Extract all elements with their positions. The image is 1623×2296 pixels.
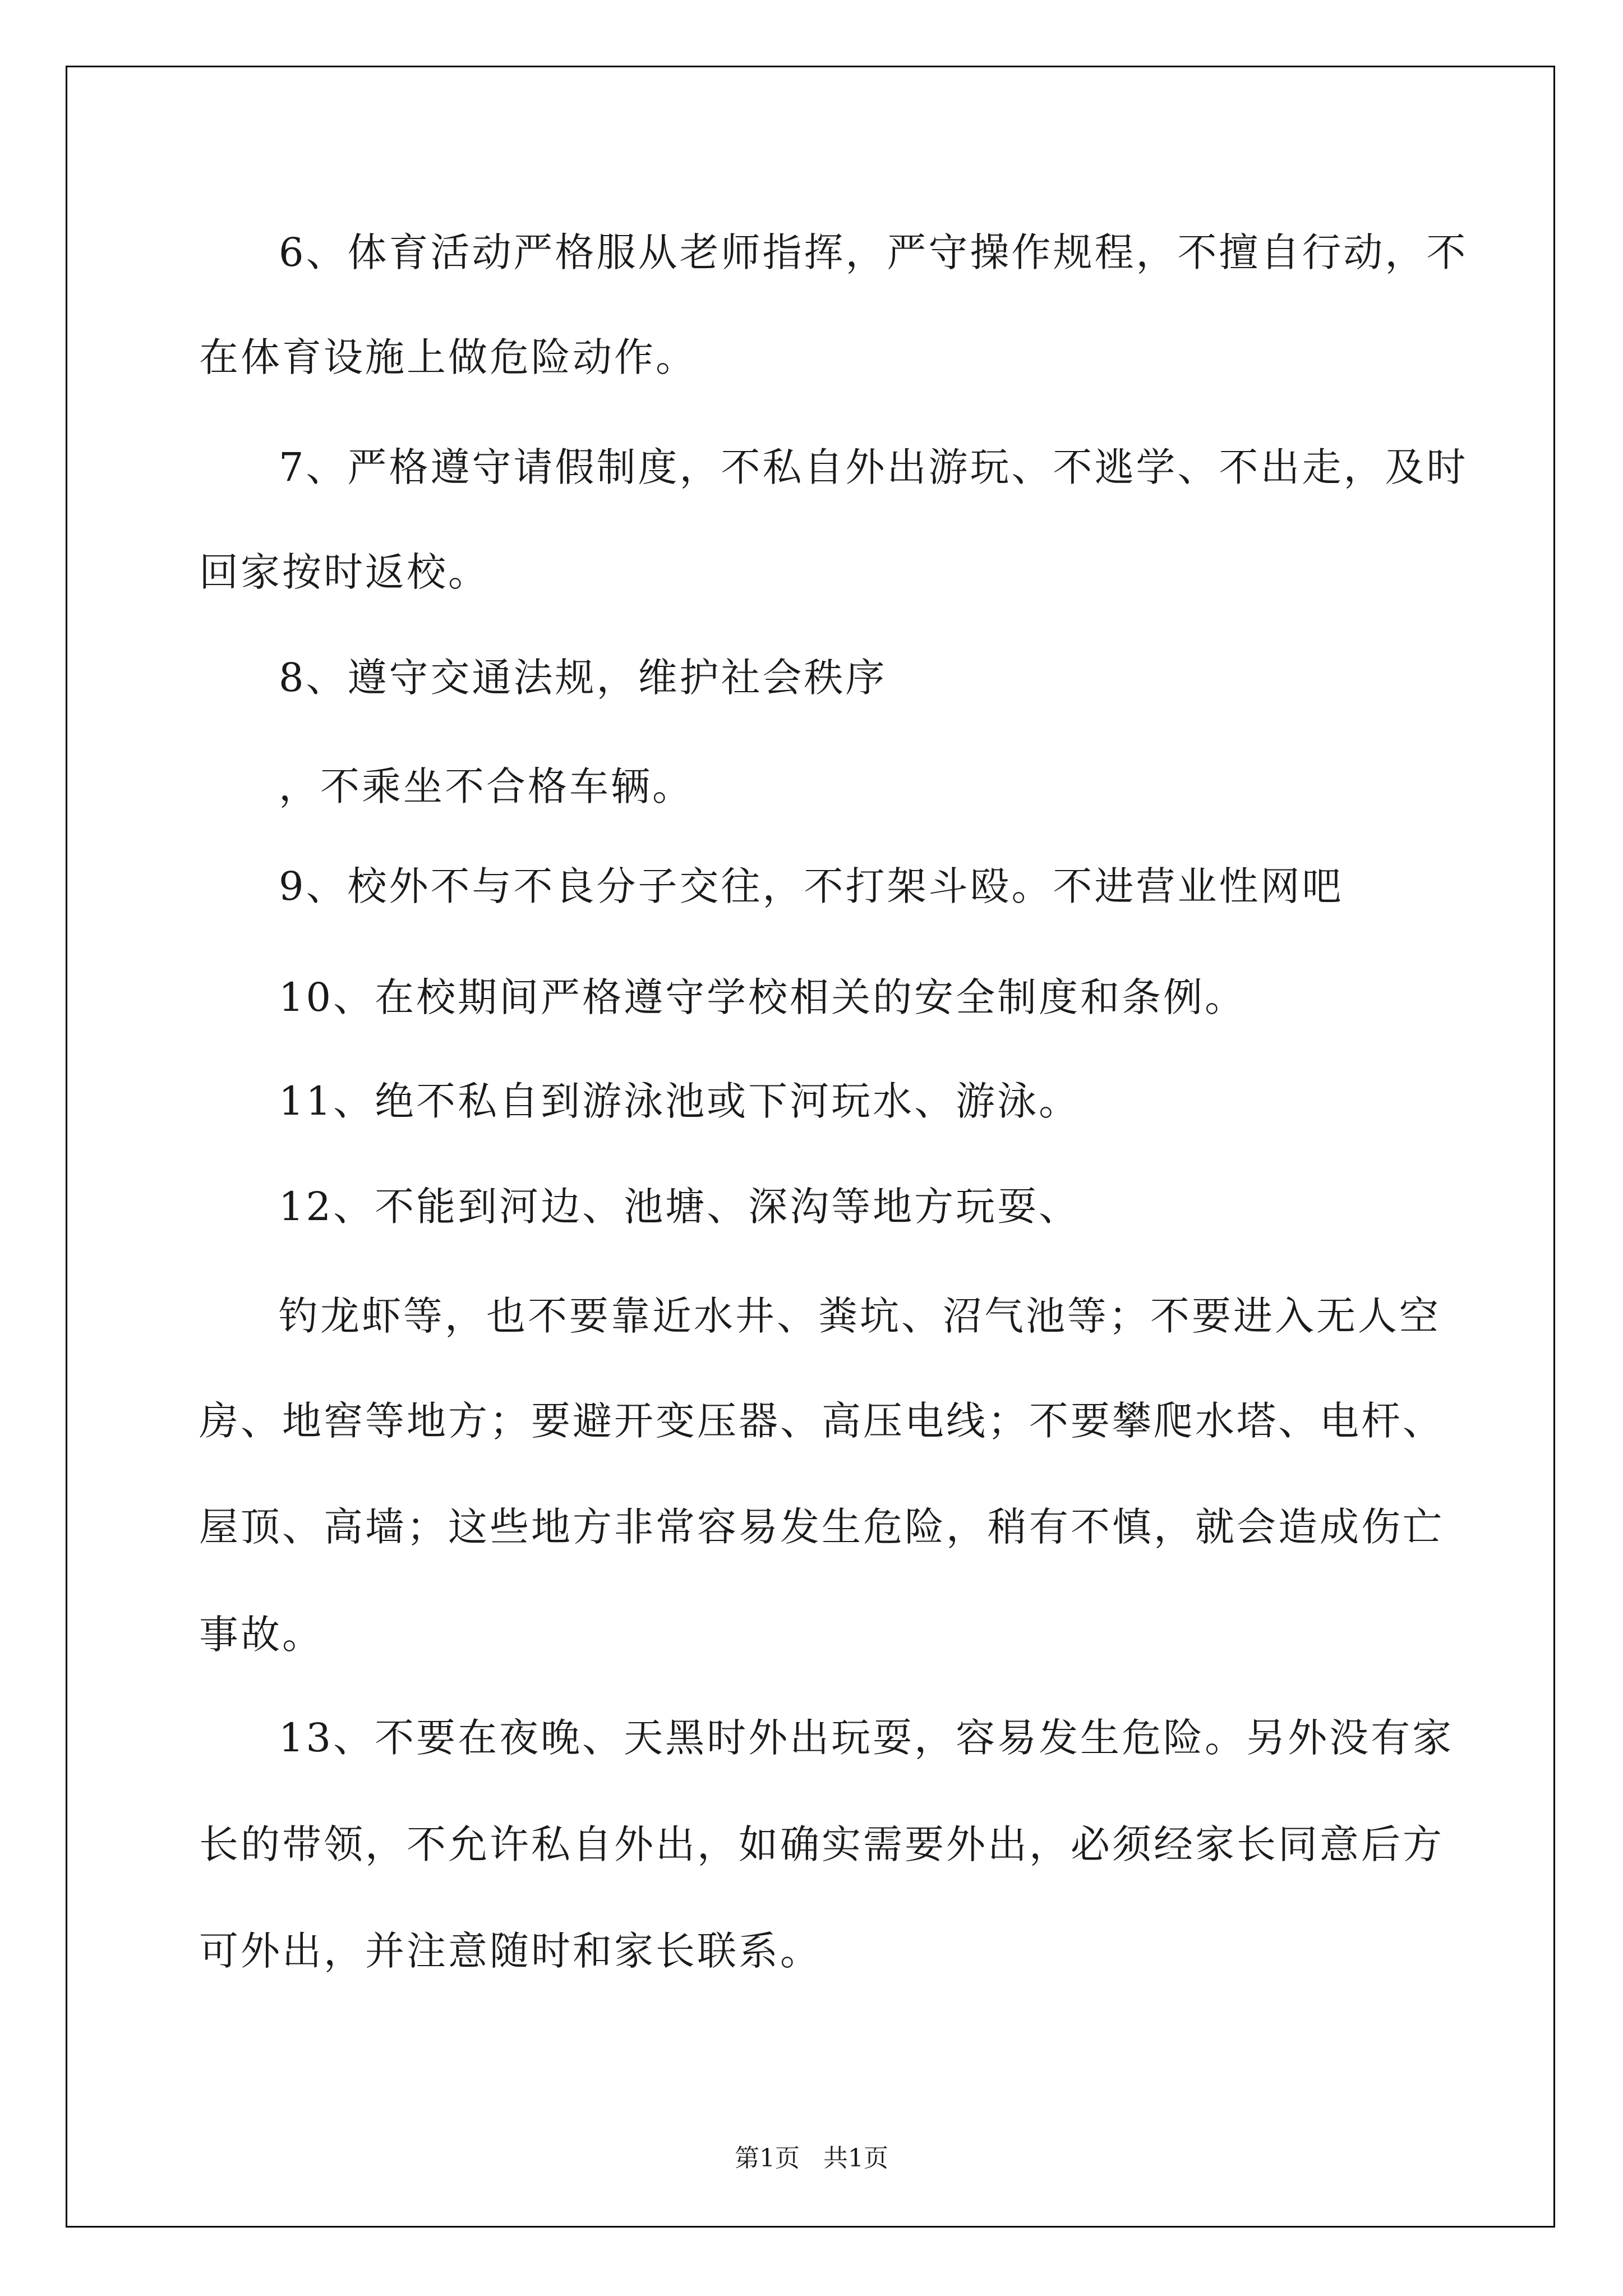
text-line-6-start: 6、体育活动严格服从老师指挥，严守操作规程，不擅自行动，不 [279,229,1468,275]
text-line-12-end: 事故。 [199,1612,324,1658]
text-line-12-cont-1: 钓龙虾等，也不要靠近水井、粪坑、沼气池等；不要进入无人空 [279,1293,1441,1339]
text-line-10: 10、在校期间严格遵守学校相关的安全制度和条例。 [279,974,1247,1020]
text-line-13-end: 可外出，并注意随时和家长联系。 [199,1928,822,1974]
text-line-7-end: 回家按时返校。 [199,549,490,595]
text-line-7-start: 7、严格遵守请假制度，不私自外出游玩、不逃学、不出走，及时 [279,444,1468,490]
text-line-12-cont-3: 屋顶、高墙；这些地方非常容易发生危险，稍有不慎，就会造成伤亡 [199,1504,1444,1550]
page-border [66,66,1555,2228]
text-line-13-start: 13、不要在夜晚、天黑时外出玩耍，容易发生危险。另外没有家 [279,1715,1454,1761]
text-line-12-cont-2: 房、地窖等地方；要避开变压器、高压电线；不要攀爬水塔、电杆、 [199,1398,1444,1444]
text-line-9: 9、校外不与不良分子交往，不打架斗殴。不进营业性网吧 [279,863,1344,909]
text-line-11: 11、绝不私自到游泳池或下河玩水、游泳。 [279,1078,1081,1124]
page-number-footer: 第1页 共1页 [735,2144,888,2173]
text-line-6-end: 在体育设施上做危险动作。 [199,334,697,380]
text-line-8-end: ，不乘坐不合格车辆。 [279,763,694,809]
text-line-8-start: 8、遵守交通法规，维护社会秩序 [279,655,887,701]
text-line-13-cont: 长的带领，不允许私自外出，如确实需要外出，必须经家长同意后方 [199,1821,1444,1867]
text-line-12-start: 12、不能到河边、池塘、深沟等地方玩耍、 [279,1184,1081,1230]
